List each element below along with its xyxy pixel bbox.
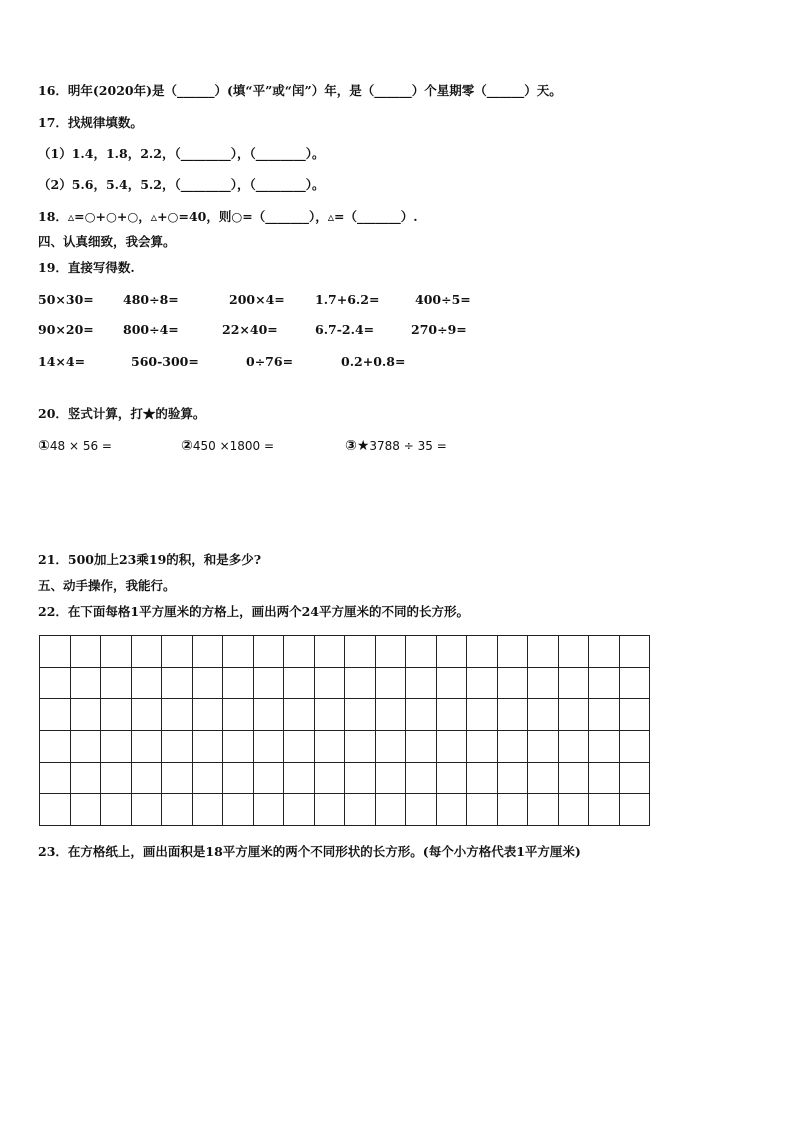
vertical-calc-1 xyxy=(38,438,112,454)
grid-cell xyxy=(467,636,498,668)
grid-cell xyxy=(192,731,223,763)
grid-cell xyxy=(345,667,376,699)
grid-cell xyxy=(101,762,132,794)
calc-item: 400÷5= xyxy=(415,292,471,307)
grid-cell xyxy=(528,794,559,826)
grid-cell xyxy=(284,762,315,794)
grid-cell xyxy=(558,794,589,826)
grid-cell xyxy=(101,636,132,668)
grid-cell xyxy=(253,667,284,699)
grid-cell xyxy=(558,667,589,699)
grid-cell xyxy=(253,636,284,668)
grid-cell xyxy=(619,794,650,826)
section-4-heading: 四、认真细致，我会算。 xyxy=(38,234,176,249)
grid-cell xyxy=(314,667,345,699)
grid-cell xyxy=(375,636,406,668)
grid-cell xyxy=(436,667,467,699)
grid-cell xyxy=(436,636,467,668)
grid-cell xyxy=(436,699,467,731)
grid-cell xyxy=(40,699,71,731)
calc-item: 90×20= xyxy=(38,322,94,337)
grid-cell xyxy=(497,794,528,826)
calc-item: 800÷4= xyxy=(123,322,179,337)
calc-item: 480÷8= xyxy=(123,292,179,307)
grid-cell xyxy=(528,667,559,699)
grid-cell xyxy=(589,731,620,763)
grid-cell xyxy=(497,762,528,794)
vertical-calc-3 xyxy=(345,438,447,454)
grid-cell xyxy=(619,731,650,763)
grid-cell xyxy=(558,731,589,763)
grid-cell xyxy=(192,699,223,731)
grid-cell xyxy=(314,731,345,763)
question-16: 16．明年(2020年)是（______）(填“平”或“闰”）年，是（______）个星期零（______）天。 xyxy=(38,83,562,98)
item-marker: ② xyxy=(181,438,193,454)
question-20-title: 20．竖式计算，打★的验算。 xyxy=(38,406,206,421)
grid-cell xyxy=(70,762,101,794)
grid-cell xyxy=(528,636,559,668)
grid-cell xyxy=(406,699,437,731)
grid-cell xyxy=(345,794,376,826)
calc-item: 50×30= xyxy=(38,292,94,307)
question-19-title: 19．直接写得数. xyxy=(38,260,135,275)
grid-cell xyxy=(223,762,254,794)
grid-cell xyxy=(619,699,650,731)
grid-cell xyxy=(314,636,345,668)
grid-cell xyxy=(497,667,528,699)
grid-cell xyxy=(253,699,284,731)
calc-item: 0.2+0.8= xyxy=(341,354,406,369)
grid-cell xyxy=(589,794,620,826)
grid-row xyxy=(40,699,650,731)
grid-cell xyxy=(589,762,620,794)
grid-cell xyxy=(589,667,620,699)
grid-cell xyxy=(70,731,101,763)
question-23: 23．在方格纸上，画出面积是18平方厘米的两个不同形状的长方形。(每个小方格代表1平方厘米) xyxy=(38,844,581,859)
grid-cell xyxy=(223,667,254,699)
grid-cell xyxy=(406,636,437,668)
grid-cell xyxy=(284,794,315,826)
question-17-line-2: （2）5.6，5.4，5.2，（________），（________）。 xyxy=(38,177,325,192)
grid-cell xyxy=(131,636,162,668)
grid-cell xyxy=(467,667,498,699)
grid-cell xyxy=(375,794,406,826)
calc-item: 14×4= xyxy=(38,354,86,369)
grid-cell xyxy=(40,794,71,826)
grid-cell xyxy=(131,731,162,763)
grid-cell xyxy=(436,731,467,763)
grid-cell xyxy=(162,667,193,699)
square-grid xyxy=(39,635,650,826)
question-21: 21．500加上23乘19的积，和是多少? xyxy=(38,552,262,567)
grid-cell xyxy=(192,636,223,668)
vertical-calc-expression: 3788 ÷ 35 = xyxy=(369,439,447,453)
grid-cell xyxy=(528,731,559,763)
grid-cell xyxy=(497,636,528,668)
grid-cell xyxy=(314,794,345,826)
grid-cell xyxy=(162,794,193,826)
question-18: 18．▵=○+○+○，▵+○=40，则○=（_______），▵=（_______）. xyxy=(38,209,418,224)
grid-cell xyxy=(70,699,101,731)
grid-cell xyxy=(223,731,254,763)
grid-cell xyxy=(192,762,223,794)
grid-row xyxy=(40,762,650,794)
grid-cell xyxy=(223,636,254,668)
grid-cell xyxy=(497,699,528,731)
grid-row xyxy=(40,636,650,668)
grid-cell xyxy=(101,794,132,826)
grid-cell xyxy=(589,636,620,668)
calc-item: 22×40= xyxy=(222,322,278,337)
grid-cell xyxy=(131,699,162,731)
question-17-title: 17．找规律填数。 xyxy=(38,115,143,130)
grid-cell xyxy=(131,794,162,826)
grid-row xyxy=(40,794,650,826)
vertical-calc-expression: 48 × 56 = xyxy=(49,439,112,453)
grid-cell xyxy=(284,636,315,668)
grid-cell xyxy=(162,731,193,763)
grid-cell xyxy=(345,731,376,763)
calc-item: 1.7+6.2= xyxy=(315,292,380,307)
grid-cell xyxy=(40,636,71,668)
grid-cell xyxy=(375,699,406,731)
vertical-calc-2 xyxy=(181,438,274,454)
grid-cell xyxy=(558,699,589,731)
grid-cell xyxy=(162,699,193,731)
grid-cell xyxy=(101,667,132,699)
grid-cell xyxy=(192,794,223,826)
grid-cell xyxy=(406,762,437,794)
grid-cell xyxy=(253,731,284,763)
section-5-heading: 五、动手操作，我能行。 xyxy=(38,578,176,593)
grid-cell xyxy=(253,762,284,794)
grid-row xyxy=(40,731,650,763)
grid-cell xyxy=(619,762,650,794)
grid-cell xyxy=(528,699,559,731)
grid-cell xyxy=(406,731,437,763)
grid-cell xyxy=(345,636,376,668)
grid-cell xyxy=(284,667,315,699)
grid-cell xyxy=(101,731,132,763)
grid-cell xyxy=(436,762,467,794)
calc-item: 270÷9= xyxy=(411,322,467,337)
grid-cell xyxy=(467,699,498,731)
item-marker: ③★ xyxy=(345,438,370,454)
grid-cell xyxy=(70,667,101,699)
grid-row xyxy=(40,667,650,699)
grid-cell xyxy=(619,636,650,668)
grid-cell xyxy=(314,699,345,731)
grid-cell xyxy=(619,667,650,699)
grid-cell xyxy=(70,636,101,668)
calc-item: 6.7-2.4= xyxy=(315,322,375,337)
grid-cell xyxy=(589,699,620,731)
grid-cell xyxy=(40,731,71,763)
item-marker: ① xyxy=(38,438,50,454)
grid-cell xyxy=(40,667,71,699)
grid-cell xyxy=(162,762,193,794)
grid-cell xyxy=(253,794,284,826)
grid-cell xyxy=(314,762,345,794)
grid-cell xyxy=(375,667,406,699)
grid-cell xyxy=(467,731,498,763)
grid-cell xyxy=(467,794,498,826)
grid-cell xyxy=(70,794,101,826)
calc-item: 560-300= xyxy=(131,354,199,369)
grid-cell xyxy=(40,762,71,794)
grid-cell xyxy=(375,731,406,763)
question-17-line-1: （1）1.4，1.8，2.2，（________），（________）。 xyxy=(38,146,325,161)
grid-cell xyxy=(223,699,254,731)
grid-cell xyxy=(406,794,437,826)
grid-cell xyxy=(558,636,589,668)
grid-cell xyxy=(558,762,589,794)
grid-cell xyxy=(101,699,132,731)
grid-cell xyxy=(192,667,223,699)
grid-cell xyxy=(406,667,437,699)
grid-cell xyxy=(223,794,254,826)
grid-cell xyxy=(284,699,315,731)
grid-cell xyxy=(131,762,162,794)
grid-cell xyxy=(528,762,559,794)
vertical-calc-expression: 450 ×1800 = xyxy=(192,439,275,453)
grid-cell xyxy=(497,731,528,763)
grid-cell xyxy=(345,699,376,731)
grid-cell xyxy=(375,762,406,794)
calc-item: 0÷76= xyxy=(246,354,294,369)
grid-cell xyxy=(345,762,376,794)
calc-item: 200×4= xyxy=(229,292,285,307)
grid-cell xyxy=(467,762,498,794)
grid-cell xyxy=(131,667,162,699)
grid-cell xyxy=(284,731,315,763)
question-22: 22．在下面每格1平方厘米的方格上，画出两个24平方厘米的不同的长方形。 xyxy=(38,604,469,619)
grid-cell xyxy=(162,636,193,668)
grid-cell xyxy=(436,794,467,826)
